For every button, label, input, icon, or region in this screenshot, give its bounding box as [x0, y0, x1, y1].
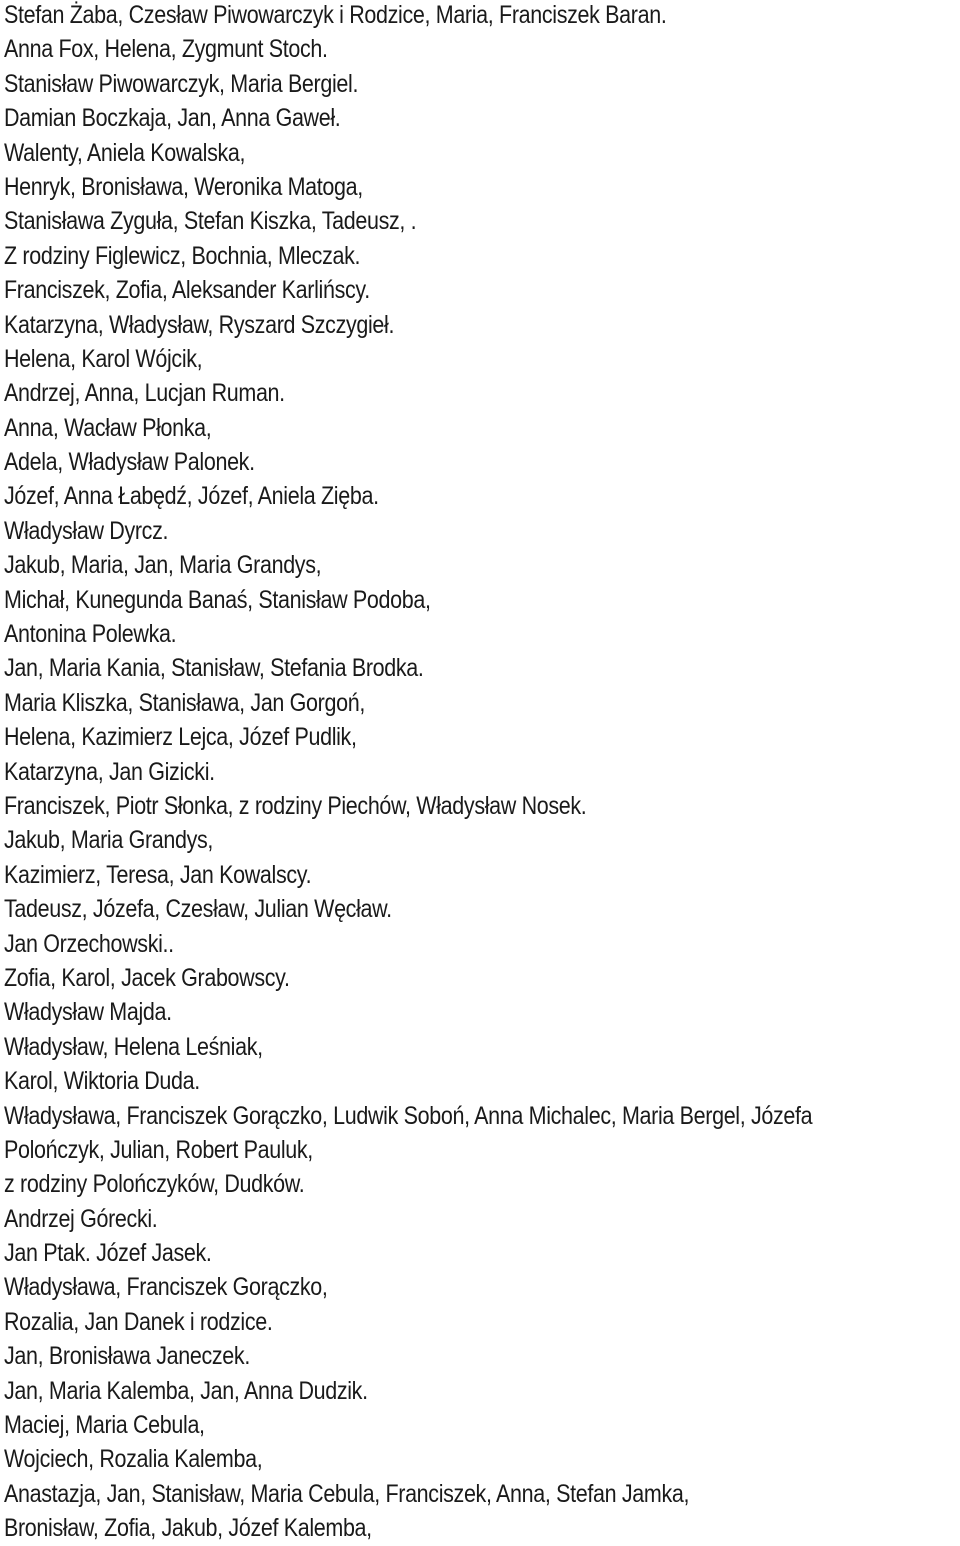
text-line: Andrzej, Anna, Lucjan Ruman.	[4, 379, 285, 408]
text-line: Michał, Kunegunda Banaś, Stanisław Podoba,	[4, 585, 431, 614]
text-line: Władysław Majda.	[4, 998, 172, 1027]
text-line: Stanisława Zyguła, Stefan Kiszka, Tadeusz, .	[4, 207, 417, 236]
text-line: Rozalia, Jan Danek i rodzice.	[4, 1307, 273, 1336]
text-line: Władysława, Franciszek Gorączko, Ludwik Soboń, Anna Michalec, Maria Bergel, Józefa	[4, 1101, 813, 1130]
text-line: Stanisław Piwowarczyk, Maria Bergiel.	[4, 69, 359, 98]
text-line: Jan, Maria Kalemba, Jan, Anna Dudzik.	[4, 1376, 368, 1405]
text-line: Jan Orzechowski..	[4, 929, 174, 958]
text-line: Adela, Władysław Palonek.	[4, 448, 255, 477]
text-line: Z rodziny Figlewicz, Bochnia, Mleczak.	[4, 241, 361, 270]
text-line: Helena, Kazimierz Lejca, Józef Pudlik,	[4, 723, 357, 752]
text-line: Polończyk, Julian, Robert Pauluk,	[4, 1135, 313, 1164]
text-line: Maciej, Maria Cebula,	[4, 1411, 205, 1440]
text-line: Henryk, Bronisława, Weronika Matoga,	[4, 172, 363, 201]
text-line: Józef, Anna Łabędź, Józef, Aniela Zięba.	[4, 482, 379, 511]
document-page	[4, 0, 960, 1546]
text-line: Karol, Wiktoria Duda.	[4, 1067, 200, 1096]
text-line: Franciszek, Piotr Słonka, z rodziny Piechów, Władysław Nosek.	[4, 791, 587, 820]
text-line: Damian Boczkaja, Jan, Anna Gaweł.	[4, 104, 341, 133]
text-line: Tadeusz, Józefa, Czesław, Julian Węcław.	[4, 895, 392, 924]
text-line: Władysław, Helena Leśniak,	[4, 1032, 263, 1061]
text-line: Anna, Wacław Płonka,	[4, 413, 212, 442]
text-line: Władysława, Franciszek Gorączko,	[4, 1273, 328, 1302]
text-line: Antonina Polewka.	[4, 620, 177, 649]
text-line: Kazimierz, Teresa, Jan Kowalscy.	[4, 860, 312, 889]
text-line: Władysław Dyrcz.	[4, 516, 169, 545]
text-line: Zofia, Karol, Jacek Grabowscy.	[4, 963, 290, 992]
text-line: Jakub, Maria, Jan, Maria Grandys,	[4, 551, 322, 580]
text-line: Jan, Maria Kania, Stanisław, Stefania Brodka.	[4, 654, 424, 683]
text-line: Jakub, Maria Grandys,	[4, 826, 214, 855]
text-line: Bronisław, Zofia, Jakub, Józef Kalemba,	[4, 1514, 372, 1543]
text-line: Andrzej Górecki.	[4, 1204, 158, 1233]
text-line: Wojciech, Rozalia Kalemba,	[4, 1445, 263, 1474]
text-line: Maria Kliszka, Stanisława, Jan Gorgoń,	[4, 688, 365, 717]
text-line: Helena, Karol Wójcik,	[4, 344, 203, 373]
text-line: Stefan Żaba, Czesław Piwowarczyk i Rodzice, Maria, Franciszek Baran.	[4, 1, 667, 29]
text-line: Katarzyna, Jan Gizicki.	[4, 757, 215, 786]
text-line: Anna Fox, Helena, Zygmunt Stoch.	[4, 35, 328, 64]
text-line: z rodziny Polończyków, Dudków.	[4, 1170, 305, 1199]
text-line: Jan Ptak. Józef Jasek.	[4, 1239, 212, 1268]
text-line: Walenty, Aniela Kowalska,	[4, 138, 246, 167]
text-line: Franciszek, Zofia, Aleksander Karlińscy.	[4, 276, 370, 305]
text-line: Katarzyna, Władysław, Ryszard Szczygieł.	[4, 310, 395, 339]
text-line: Jan, Bronisława Janeczek.	[4, 1342, 250, 1371]
text-line: Anastazja, Jan, Stanisław, Maria Cebula, Franciszek, Anna, Stefan Jamka,	[4, 1479, 690, 1508]
